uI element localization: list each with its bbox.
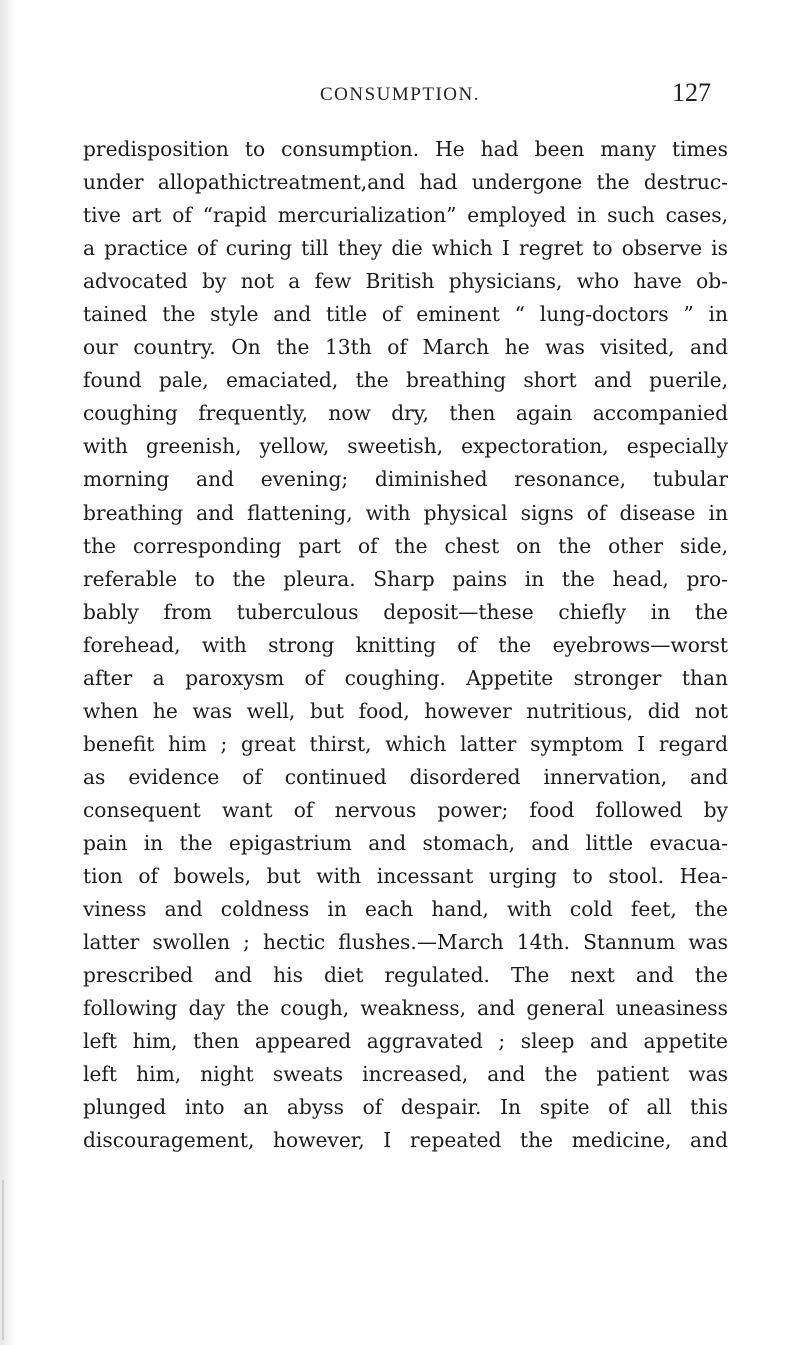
page-number: 127 <box>672 78 711 107</box>
text-line: pain in the epigastrium and stomach, and little evacua- <box>83 830 728 855</box>
text-line: left him, night sweats increased, and the patient was <box>83 1062 728 1087</box>
text-line: left him, then appeared aggravated ; sleep and appetite <box>83 1029 728 1054</box>
text-line: predisposition to consumption. He had been many times <box>83 137 728 161</box>
text-line: found pale, emaciated, the breathing short and puerile, <box>83 368 728 393</box>
text-line: benefit him ; great thirst, which latter symptom I regard <box>83 731 728 756</box>
text-line: referable to the pleura. Sharp pains in the head, pro- <box>83 566 728 591</box>
text-line: consequent want of nervous power; food followed by <box>83 797 728 822</box>
text-line: tained the style and title of eminent “ lung-doctors ” in <box>83 302 728 327</box>
text-line: a practice of curing till they die which I regret to observe is <box>83 236 728 261</box>
text-line: with greenish, yellow, sweetish, expectoration, especially <box>83 434 728 459</box>
text-line: discouragement, however, I repeated the medicine, and <box>83 1128 728 1153</box>
text-line: under allopathictreatment,and had undergone the destruc- <box>83 170 728 195</box>
text-line: after a paroxysm of coughing. Appetite stronger than <box>83 665 728 690</box>
text-line: the corresponding part of the chest on the other side, <box>83 533 728 558</box>
text-line: our country. On the 13th of March he was visited, and <box>83 335 728 360</box>
text-line: forehead, with strong knitting of the eyebrows—worst <box>83 632 728 657</box>
text-line: breathing and flattening, with physical signs of disease in <box>83 500 728 525</box>
text-line: latter swollen ; hectic flushes.—March 14th. Stannum was <box>83 930 728 955</box>
text-line: following day the cough, weakness, and general uneasiness <box>83 996 728 1021</box>
binding-shadow <box>0 0 16 1345</box>
text-line: tion of bowels, but with incessant urging to stool. Hea- <box>83 864 728 889</box>
body-text <box>83 133 728 1157</box>
text-line: advocated by not a few British physicians, who have ob- <box>83 269 728 294</box>
text-line: tive art of “rapid mercurialization” employed in such cases, <box>83 203 728 228</box>
text-line: plunged into an abyss of despair. In spite of all this <box>83 1095 728 1120</box>
text-line: as evidence of continued disordered innervation, and <box>83 764 728 789</box>
text-line: coughing frequently, now dry, then again accompanied <box>83 401 728 426</box>
text-line: bably from tuberculous deposit—these chiefly in the <box>83 599 728 624</box>
text-line: prescribed and his diet regulated. The next and the <box>83 963 728 988</box>
text-line: morning and evening; diminished resonance, tubular <box>83 467 728 492</box>
running-head: CONSUMPTION. <box>320 84 480 105</box>
binding-edge <box>2 1180 4 1340</box>
text-line: when he was well, but food, however nutritious, did not <box>83 698 728 723</box>
text-line: viness and coldness in each hand, with cold feet, the <box>83 897 728 922</box>
